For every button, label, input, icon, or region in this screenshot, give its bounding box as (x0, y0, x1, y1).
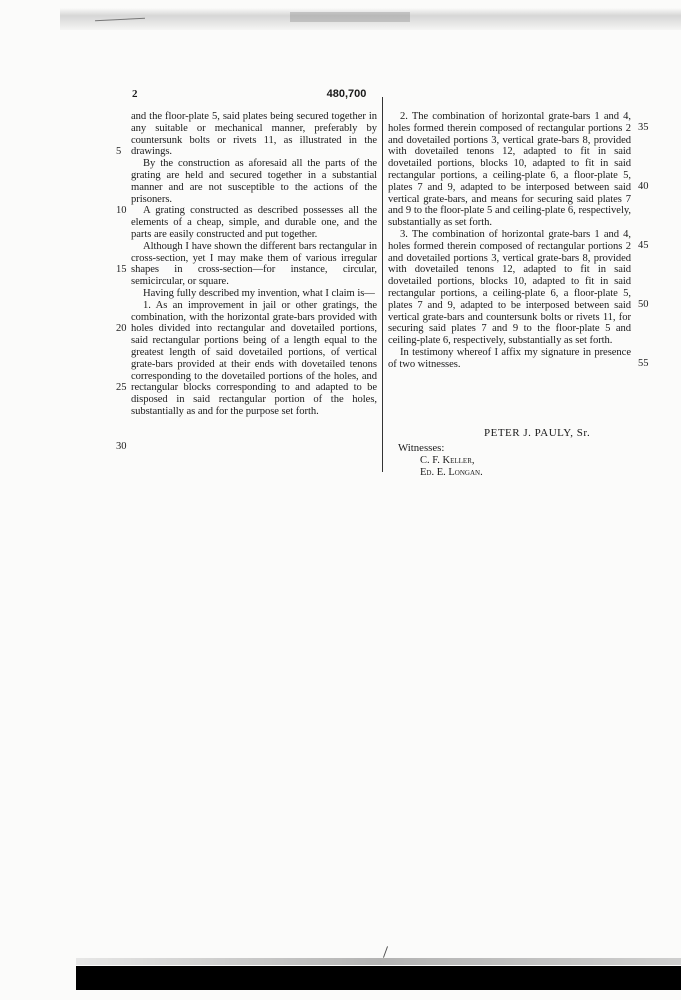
right-column (388, 111, 631, 371)
witnesses-label: Witnesses: (398, 442, 445, 454)
line-number: 30 (116, 441, 127, 452)
paragraph: By the construction as aforesaid all the parts of the grating are held and secured together in a substantial manner and are not susceptible to the actions of the prisoners. (131, 158, 377, 205)
scan-artifact-bottom-noise (76, 958, 681, 965)
scan-artifact-smudge (290, 12, 410, 22)
line-number: 45 (638, 240, 649, 251)
line-number: 55 (638, 358, 649, 369)
column-divider (382, 97, 383, 472)
page-number: 2 (132, 88, 138, 100)
testimony-paragraph: In testimony whereof I affix my signature in presence of two witnesses. (388, 346, 631, 370)
claim-3: 3. The combination of horizontal grate-bars 1 and 4, holes formed therein composed of rectangular portions 2 and dovetailed portions 3, vertical grate-bars 8, provided with dovetailed tenons 12, adapted to fit in said dovetailed portions, blocks 10, adapted to fit in said rectangular portions, a ceiling-plate 6, a floor-plate 5, plates 7 and 9, adapted to be interposed between said vertical grate-bars and countersunk bolts or rivets 11, for securing said plates 7 and 9 to the floor-plate 5 and ceiling-plate 6, respectively, substantially as set forth. (388, 228, 631, 347)
line-number: 10 (116, 205, 127, 216)
paragraph: A grating constructed as described possesses all the elements of a cheap, simple, and durable one, and the parts are easily constructed and put together. (131, 205, 377, 240)
paragraph: Having fully described my invention, what I claim is— (143, 287, 375, 299)
inventor-signature: PETER J. PAULY, Sr. (484, 427, 591, 439)
witness-name: Ed. E. Longan. (420, 467, 483, 478)
line-number: 50 (638, 299, 649, 310)
paragraph: and the floor-plate 5, said plates being secured together in any suitable or mechanical manner, preferably by countersunk bolts or rivets 11, as illustrated in the drawings. (131, 111, 377, 158)
line-number: 40 (638, 181, 649, 192)
claim-2: 2. The combination of horizontal grate-bars 1 and 4, holes formed therein composed of rectangular portions 2 and dovetailed portions 3, vertical grate-bars 8, provided with dovetailed tenons 12, adapted to fit in said dovetailed portions, blocks 10, adapted to fit in said rectangular portions, a ceiling-plate 6, a floor-plate 5, plates 7 and 9, adapted to be interposed between said vertical grate-bars, and means for securing said plates 7 and 9 to the floor-plate 5 and ceiling-plate 6, respectively, substantially as set forth. (388, 111, 631, 229)
witness-name: C. F. Keller, (420, 455, 475, 466)
scan-artifact-mark (383, 946, 388, 958)
line-number: 20 (116, 323, 127, 334)
line-number: 15 (116, 264, 127, 275)
claim-1: 1. As an improvement in jail or other gratings, the combination, with the horizontal grate-bars provided with holes divided into rectangular and dovetailed portions, said rectangular portions being of a length equal to the greatest length of said dovetailed portions, of vertical grate-bars provided at their ends with dovetailed tenons corresponding to the dovetailed portions of the holes, and rectangular blocks corresponding to and adapted to be disposed in said rectangular portion of the holes, substantially as and for the purpose set forth. (131, 299, 377, 417)
line-number: 25 (116, 382, 127, 393)
paragraph: Although I have shown the different bars rectangular in cross-section, yet I may make them of various irregular shapes in cross-section—for instance, circular, semicircular, or square. (131, 240, 377, 288)
left-column (131, 111, 377, 418)
line-number: 5 (116, 146, 122, 157)
patent-number: 480,700 (326, 88, 367, 100)
line-number: 35 (638, 122, 649, 133)
scan-border-band (76, 966, 681, 990)
